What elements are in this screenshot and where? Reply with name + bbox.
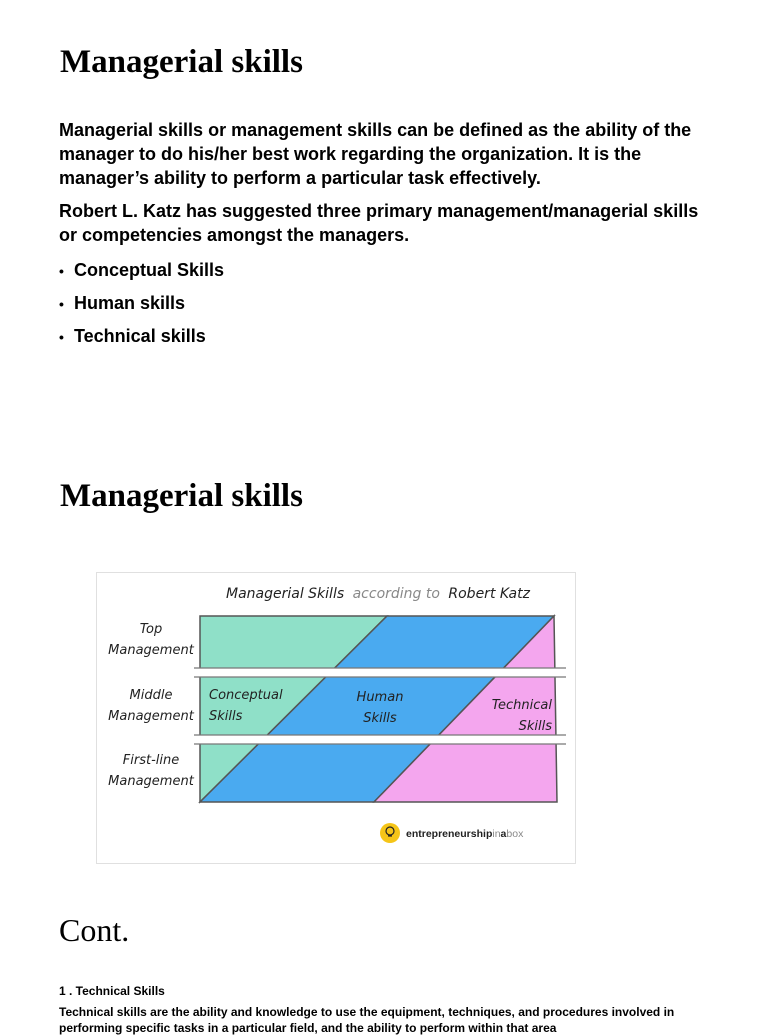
area-label-line: Skills — [363, 711, 397, 726]
skills-list — [59, 254, 224, 353]
level-label-line: Management — [108, 774, 194, 789]
brand-logo-part: box — [506, 828, 524, 840]
list-item-label: Human skills — [74, 293, 186, 313]
diagram-canvas — [96, 572, 576, 864]
area-label-line: Skills — [209, 709, 243, 724]
brand-logo-part: a — [500, 828, 507, 840]
level-label-line: First-line — [122, 753, 180, 768]
level-divider — [194, 668, 566, 677]
bullet-icon: • — [59, 296, 64, 312]
brand-logo-part: in — [492, 828, 501, 840]
diagram-heading-main: Managerial Skills — [226, 586, 345, 602]
slide-title: Managerial skills — [60, 478, 303, 514]
list-item — [59, 287, 224, 320]
section-heading: 1 . Technical Skills — [59, 984, 165, 998]
slide-title: Cont. — [59, 912, 130, 948]
list-item — [59, 254, 224, 287]
bullet-icon: • — [59, 263, 64, 279]
area-label-line: Skills — [518, 719, 552, 734]
list-item-label: Conceptual Skills — [74, 260, 225, 280]
list-item — [59, 320, 224, 353]
slide-title: Managerial skills — [60, 44, 303, 80]
area-label-line: Human — [356, 690, 404, 705]
diagram-heading — [226, 586, 531, 602]
lightbulb-icon — [380, 823, 400, 843]
brand-logo — [406, 828, 524, 840]
definition-paragraph: Managerial skills or management skills can be defined as the ability of the manager to do his/her best work regarding the organization. It is the manager’s ability to perform a particular task effectively. — [59, 120, 692, 188]
section-text: Technical skills are the ability and knowledge to use the equipment, techniques, and procedures involved in performing specific tasks in a particular field, and the ability to perform within that area — [59, 1005, 675, 1035]
level-label-line: Top — [139, 622, 163, 637]
list-item-label: Technical skills — [74, 326, 206, 346]
katz-skills-diagram — [96, 572, 576, 864]
diagram-heading-author: Robert Katz — [448, 586, 530, 602]
level-label-line: Middle — [129, 688, 173, 703]
katz-paragraph: Robert L. Katz has suggested three primary management/managerial skills or competencies amongst the managers. — [59, 201, 699, 245]
area-label-line: Technical — [491, 698, 552, 713]
level-label-line: Management — [108, 643, 194, 658]
level-divider — [194, 735, 566, 744]
diagram-heading-sub: according to — [352, 586, 440, 602]
brand-logo-part: entrepreneurship — [406, 828, 493, 840]
bullet-icon: • — [59, 329, 64, 345]
area-label-line: Conceptual — [209, 688, 283, 703]
level-label-line: Management — [108, 709, 194, 724]
